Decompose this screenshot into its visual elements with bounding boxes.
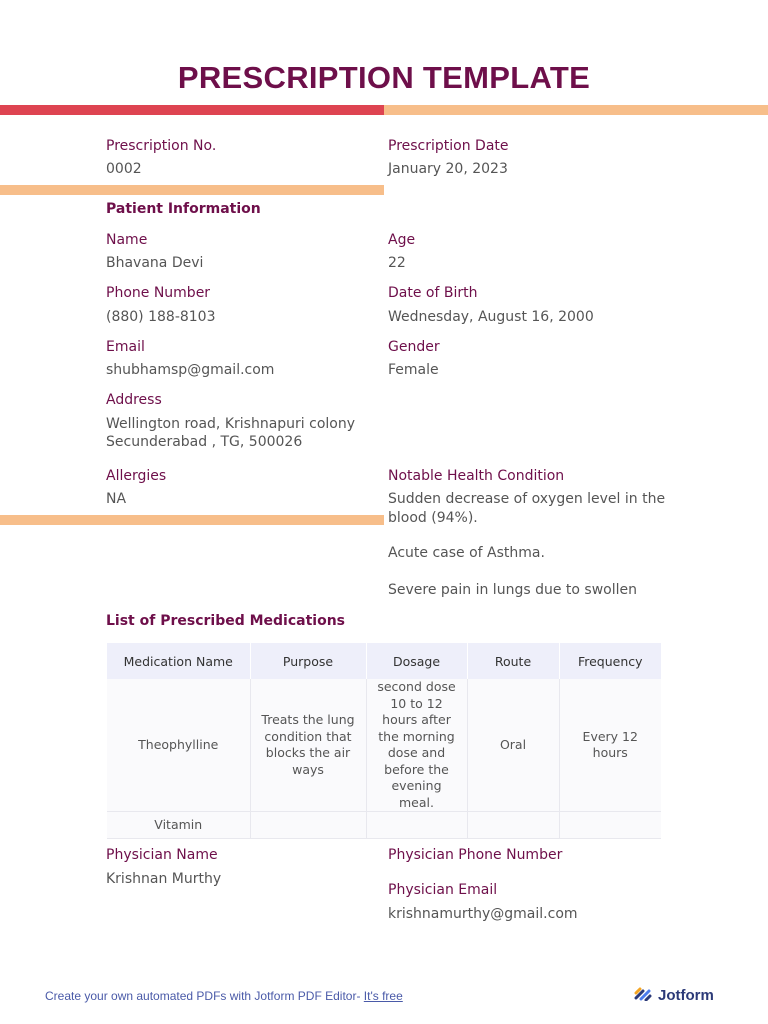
accent-bar-peach: [384, 105, 768, 115]
table-row: [107, 679, 661, 812]
its-free-link[interactable]: It's free: [363, 989, 403, 1003]
health-condition-line: Acute case of Asthma.: [388, 545, 545, 561]
jotform-brand[interactable]: [634, 985, 714, 1005]
health-condition-label: Notable Health Condition: [388, 468, 565, 484]
column-header: Dosage: [366, 643, 467, 679]
physician-name-value: Krishnan Murthy: [106, 871, 222, 887]
footer-promo: [45, 989, 403, 1003]
health-condition-line: Severe pain in lungs due to swollen: [388, 582, 637, 598]
table-cell: Treats the lung condition that blocks the air ways: [250, 679, 366, 812]
column-header: Purpose: [250, 643, 366, 679]
medications-table: [107, 643, 661, 839]
address-line-2: Secunderabad , TG, 500026: [106, 434, 303, 450]
table-cell: [250, 812, 366, 839]
table-cell: Theophylline: [107, 679, 250, 812]
name-label: Name: [106, 232, 148, 248]
medications-heading: List of Prescribed Medications: [106, 613, 346, 629]
prescription-date-value: January 20, 2023: [388, 161, 508, 177]
dob-value: Wednesday, August 16, 2000: [388, 309, 594, 325]
address-line-1: Wellington road, Krishnapuri colony: [106, 416, 355, 432]
page-title: PRESCRIPTION TEMPLATE: [177, 60, 591, 95]
phone-label: Phone Number: [106, 285, 211, 301]
jotform-logo-icon: [634, 985, 652, 1005]
table-row: [107, 812, 661, 839]
email-label: Email: [106, 339, 145, 355]
table-cell: [366, 812, 467, 839]
allergies-value: NA: [106, 491, 127, 507]
table-cell: [467, 812, 559, 839]
patient-info-heading: Patient Information: [106, 201, 261, 217]
email-value: shubhamsp@gmail.com: [106, 362, 275, 378]
name-value: Bhavana Devi: [106, 255, 204, 271]
table-cell: [559, 812, 661, 839]
health-condition-line: Sudden decrease of oxygen level in the: [388, 491, 666, 507]
table-cell: second dose 10 to 12 hours after the morning dose and before the evening meal.: [366, 679, 467, 812]
table-cell: Vitamin: [107, 812, 250, 839]
age-label: Age: [388, 232, 416, 248]
divider-bar: [0, 185, 384, 195]
jotform-brand-name: Jotform: [658, 986, 714, 1004]
table-cell: Every 12 hours: [559, 679, 661, 812]
divider-bar: [0, 515, 384, 525]
gender-value: Female: [388, 362, 439, 378]
column-header: Route: [467, 643, 559, 679]
age-value: 22: [388, 255, 406, 271]
physician-email-value: krishnamurthy@gmail.com: [388, 906, 578, 922]
physician-name-label: Physician Name: [106, 847, 218, 863]
column-header: Frequency: [559, 643, 661, 679]
physician-phone-label: Physician Phone Number: [388, 847, 563, 863]
health-condition-line: blood (94%).: [388, 510, 478, 526]
physician-email-label: Physician Email: [388, 882, 498, 898]
dob-label: Date of Birth: [388, 285, 478, 301]
prescription-date-label: Prescription Date: [388, 138, 509, 154]
allergies-label: Allergies: [106, 468, 167, 484]
footer-promo-text: Create your own automated PDFs with Jotform PDF Editor-: [45, 989, 361, 1003]
table-cell: Oral: [467, 679, 559, 812]
prescription-no-value: 0002: [106, 161, 142, 177]
prescription-no-label: Prescription No.: [106, 138, 217, 154]
accent-bar-red: [0, 105, 384, 115]
column-header: Medication Name: [107, 643, 250, 679]
gender-label: Gender: [388, 339, 440, 355]
phone-value: (880) 188-8103: [106, 309, 216, 325]
address-label: Address: [106, 392, 162, 408]
